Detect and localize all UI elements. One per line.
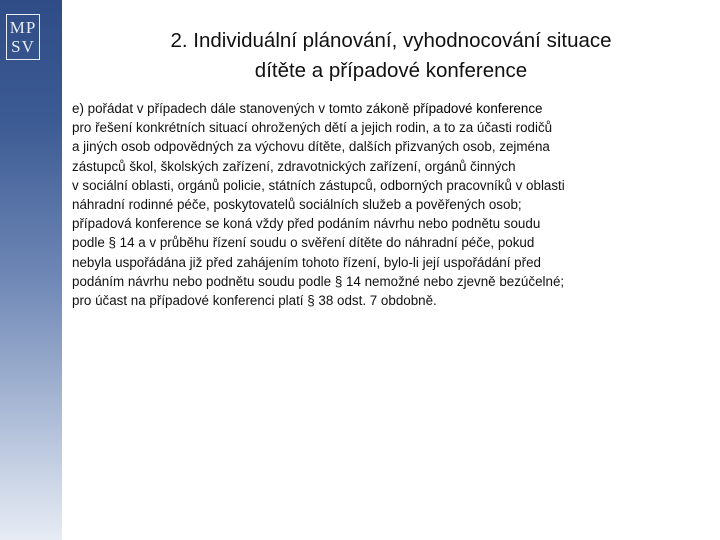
body-highlight: případové konference <box>412 101 543 116</box>
logo-line-1: MP <box>9 18 37 37</box>
slide-title-line-2: dítěte a případové konference <box>254 59 528 82</box>
mpsv-logo <box>6 14 40 60</box>
body-text-after: pro řešení konkrétních situací ohrožených dětí a jejich rodin, a to za účasti rodičů a jiných osob odpovědných za výchovu dítěte, dalších přizvaných osob, zejména zástupců škol, školských zařízení, zdravotnických zařízení, orgánů činných v sociální oblasti, orgánů policie, státních zástupců, odborných pracovníků v oblasti náhradní rodinné péče, poskytovatelů sociálních služeb a pověřených osob; případová konference se koná vždy před podáním návrhu nebo podnětu soudu podle § 14 a v průběhu řízení soudu o svěření dítěte do náhradní péče, pokud nebyla uspořádána již před zahájením tohoto řízení, bylo-li její uspořádání před podáním návrhu nebo podnětu soudu podle § 14 nemožné nebo zjevně bezúčelné; pro účast na případové konferenci platí § 38 odst. 7 obdobně. <box>72 120 565 309</box>
logo-line-2: SV <box>11 37 35 56</box>
sidebar-band <box>0 0 62 540</box>
body-paragraph <box>72 99 672 310</box>
slide-title <box>72 26 710 86</box>
body-text-before: e) pořádat v případech dále stanovených v tomto zákoně <box>72 101 413 116</box>
slide-title-line-1: 2. Individuální plánování, vyhodnocování situace <box>170 29 612 52</box>
